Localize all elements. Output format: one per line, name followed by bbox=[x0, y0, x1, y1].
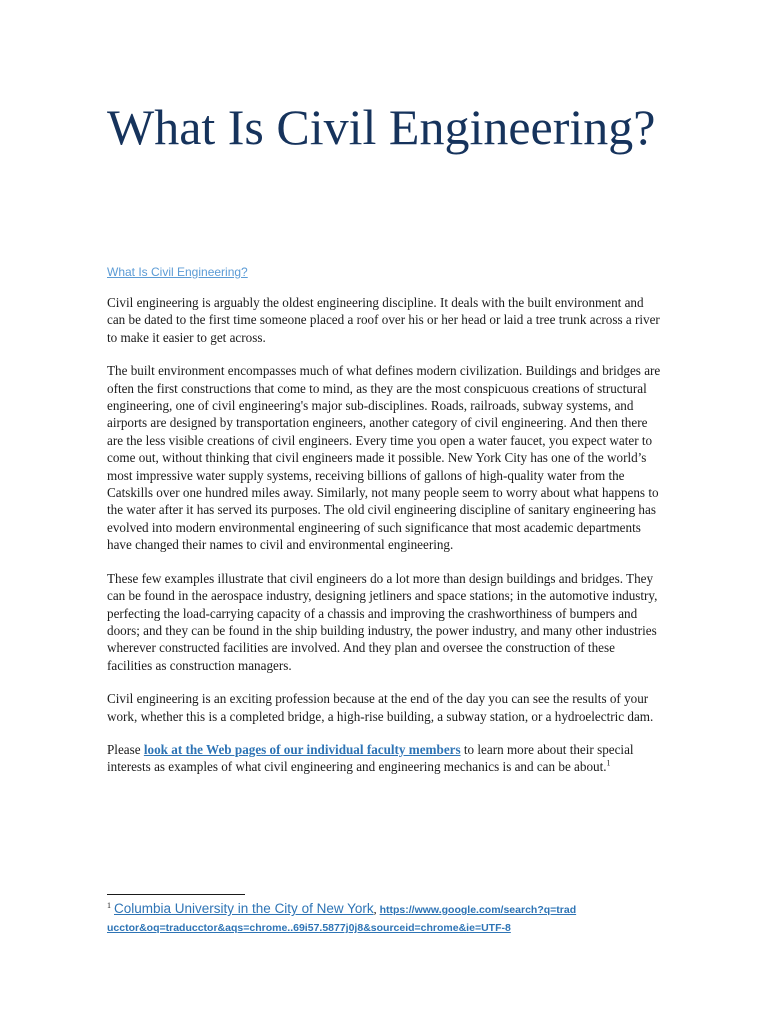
footnote-marker: 1 bbox=[107, 901, 111, 910]
document-title: What Is Civil Engineering? bbox=[107, 99, 656, 155]
footnote-reference[interactable]: 1 bbox=[606, 758, 611, 768]
footnote-separator-text: , bbox=[373, 902, 380, 916]
faculty-pages-link[interactable]: look at the Web pages of our individual faculty members bbox=[143, 741, 461, 757]
paragraph-2: The built environment encompasses much of what defines modern civilization. Buildings and bridges are often the first constructions that come to mind, as they are the most conspicuous creations of structural engineering, one of civil engineering's major sub-disciplines. Roads, railroads, subway systems, and airports are designed by transportation engineers, another category of civil engineering. And then there are the less visible creations of civil engineers. Every time you open a water faucet, you expect water to come out, without thinking that civil engineers made it possible. New York City has one of the world’s most impressive water supply systems, receiving billions of gallons of high-quality water from the Catskills over one hundred miles away. Similarly, not many people seem to worry about what happens to the water after it has served its purposes. The old civil engineering discipline of sanitary engineering has evolved into modern environmental engineering of such significance that most academic departments have changed their names to civil and environmental engineering. bbox=[107, 363, 661, 553]
paragraph-5-suffix: to learn more about their special interests as examples of what civil engineering and engineering mechanics is and can be about. bbox=[107, 741, 634, 775]
paragraph-5 bbox=[107, 741, 663, 776]
footnote-url-link[interactable]: https://www.google.com/search?q=traducctor&oq=traducctor&aqs=chrome..69i57.5877j0j8&sourceid=chrome&ie=UTF-8 bbox=[107, 904, 577, 934]
paragraph-1: Civil engineering is arguably the oldest engineering discipline. It deals with the built environment and can be dated to the first time someone placed a roof over his or her head or laid a tree trunk across a river to make it easier to get across. bbox=[107, 295, 660, 345]
footnote-source-link[interactable]: Columbia University in the City of New York bbox=[114, 901, 374, 916]
document-body bbox=[107, 294, 663, 792]
subtitle-link[interactable]: What Is Civil Engineering? bbox=[107, 265, 248, 279]
paragraph-4: Civil engineering is an exciting profession because at the end of the day you can see the results of your work, whether this is a completed bridge, a high-rise building, a subway station, or a hydroelectric dam. bbox=[107, 691, 654, 724]
footnote-separator bbox=[107, 894, 245, 895]
paragraph-3: These few examples illustrate that civil engineers do a lot more than design buildings and bridges. They can be found in the aerospace industry, designing jetliners and space stations; in the automotive industry, perfecting the load-carrying capacity of a chassis and improving the crashworthiness of bumpers and doors; and they can be found in the ship building industry, the power industry, and many other industries wherever constructed facilities are involved. And they plan and oversee the construction of these facilities as construction managers. bbox=[107, 570, 658, 673]
footnote bbox=[107, 900, 577, 937]
paragraph-5-prefix: Please bbox=[107, 741, 144, 757]
